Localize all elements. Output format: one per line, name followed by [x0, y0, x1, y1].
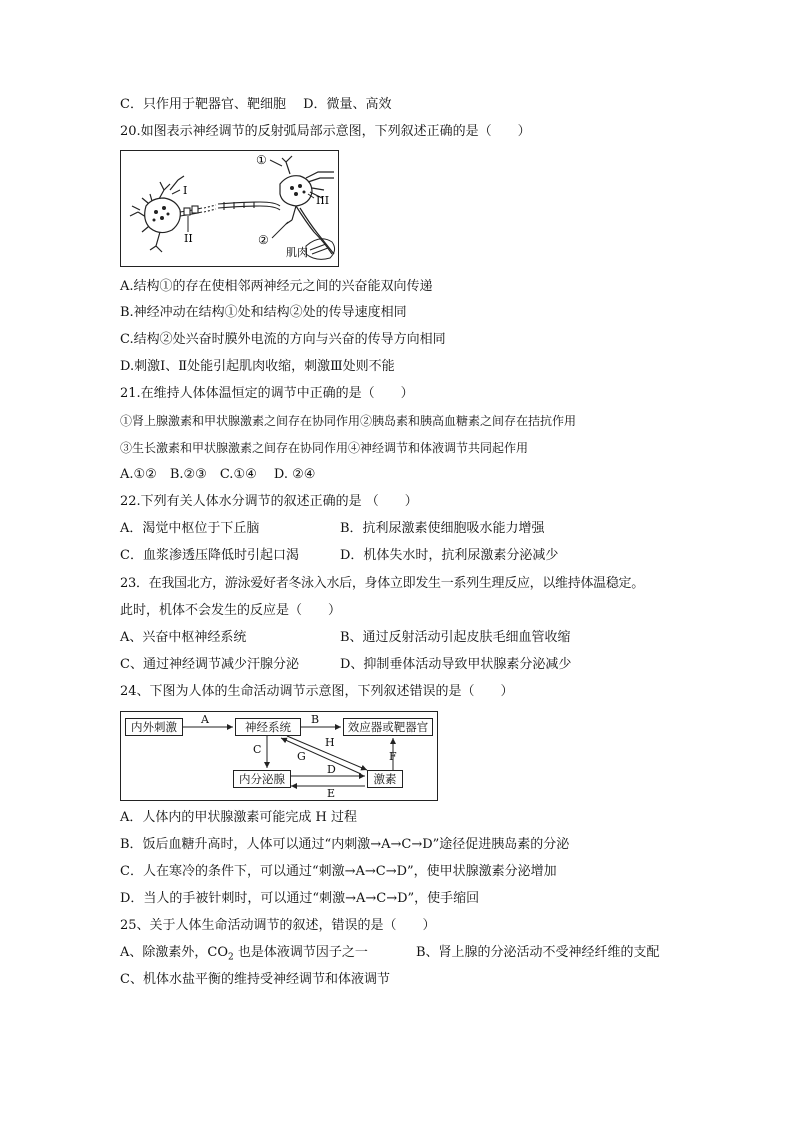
- arrow-label-g: G: [297, 750, 306, 763]
- q21-statement-1: ①肾上腺激素和甲状腺激素之间存在协同作用②胰岛素和胰高血糖素之间存在拮抗作用: [120, 414, 577, 428]
- q20-stem: 20.如图表示神经调节的反射弧局部示意图，下列叙述正确的是（ ）: [120, 124, 531, 139]
- q23-stem-line1: 23．在我国北方，游泳爱好者冬泳入水后，身体立即发生一系列生理反应，以维持体温稳定。: [120, 576, 644, 591]
- q24-stem: 24、下图为人体的生命活动调节示意图，下列叙述错误的是（ ）: [120, 684, 514, 699]
- q22-option-a: A．渴觉中枢位于下丘脑: [120, 521, 260, 536]
- label-III: III: [316, 194, 330, 207]
- label-I: I: [183, 184, 188, 197]
- q25-option-a: [120, 945, 368, 966]
- arrow-label-b: B: [311, 713, 320, 726]
- reflex-arc-figure: [120, 150, 340, 268]
- stimulus-box: 内外刺激: [125, 718, 183, 736]
- q24-option-b: B．饭后血糖升高时，人体可以通过“内刺激→A→C→D”途径促进胰岛素的分泌: [120, 837, 570, 852]
- q24-option-d: D．当人的手被针刺时，可以通过“刺激→A→C→D”，使手缩回: [120, 891, 480, 906]
- q20-option-a: A.结构①的存在使相邻两神经元之间的兴奋能双向传递: [120, 279, 433, 294]
- q25-option-a-suffix: 也是体液调节因子之一: [233, 945, 368, 960]
- q23-option-c: C、通过神经调节减少汗腺分泌: [120, 657, 299, 672]
- q25-stem: 25、关于人体生命活动调节的叙述，错误的是（ ）: [120, 918, 436, 933]
- arrow-label-f: F: [389, 750, 397, 763]
- reflex-arc-drawing: [120, 150, 340, 268]
- q23-option-b: B、通过反射活动引起皮肤毛细血管收缩: [340, 630, 571, 645]
- effector-box: 效应器或靶器官: [343, 718, 433, 736]
- q22-stem: 22.下列有关人体水分调节的叙述正确的是 （ ）: [120, 494, 418, 509]
- q23-option-d: D、抑制垂体活动导致甲状腺素分泌减少: [340, 657, 572, 672]
- hormone-box: 激素: [367, 770, 403, 788]
- q25-option-a-prefix: A、除激素外，CO: [120, 945, 228, 960]
- q25-option-b: B、肾上腺的分泌活动不受神经纤维的支配: [416, 945, 660, 960]
- q23-stem-line2: 此时，机体不会发生的反应是（ ）: [120, 603, 342, 618]
- q25-option-c: C、机体水盐平衡的维持受神经调节和体液调节: [120, 972, 390, 987]
- endocrine-gland-box: 内分泌腺: [233, 770, 291, 788]
- arrow-label-h: H: [325, 736, 335, 749]
- q21-statement-2: ③生长激素和甲状腺激素之间存在协同作用④神经调节和体液调节共同起作用: [120, 441, 529, 455]
- regulation-diagram: [120, 711, 438, 801]
- q22-option-c: C．血浆渗透压降低时引起口渴: [120, 548, 299, 563]
- q21-stem: 21.在维持人体体温恒定的调节中正确的是（ ）: [120, 386, 414, 401]
- arrow-label-a: A: [201, 713, 209, 726]
- q25-option-a-sub: 2: [228, 952, 234, 963]
- arrow-label-c: C: [253, 743, 262, 756]
- arrow-label-e: E: [327, 787, 336, 800]
- q22-option-b: B．抗利尿激素使细胞吸水能力增强: [340, 521, 545, 536]
- q23-option-a: A、兴奋中枢神经系统: [120, 630, 247, 645]
- arrow-label-d: D: [327, 763, 336, 776]
- q22-option-d: D．机体失水时，抗利尿激素分泌减少: [340, 548, 559, 563]
- q24-option-c: C．人在寒冷的条件下，可以通过“刺激→A→C→D”，使甲状腺激素分泌增加: [120, 864, 557, 879]
- q19-options-cd: C．只作用于靶器官、靶细胞 D．微量、高效: [120, 97, 392, 112]
- q20-option-d: D.刺激Ⅰ、Ⅱ处能引起肌肉收缩，刺激Ⅲ处则不能: [120, 359, 395, 374]
- label-1: ①: [256, 153, 267, 167]
- label-II: II: [184, 232, 193, 245]
- q20-option-b: B.神经冲动在结构①处和结构②处的传导速度相同: [120, 305, 407, 320]
- q21-options: A.①② B.②③ C.①④ D. ②④: [120, 467, 316, 482]
- nervous-system-box: 神经系统: [235, 718, 301, 736]
- label-muscle: 肌肉: [286, 246, 308, 259]
- q20-option-c: C.结构②处兴奋时膜外电流的方向与兴奋的传导方向相同: [120, 332, 446, 347]
- label-2: ②: [258, 233, 269, 247]
- q24-option-a: A．人体内的甲状腺激素可能完成 H 过程: [120, 810, 357, 825]
